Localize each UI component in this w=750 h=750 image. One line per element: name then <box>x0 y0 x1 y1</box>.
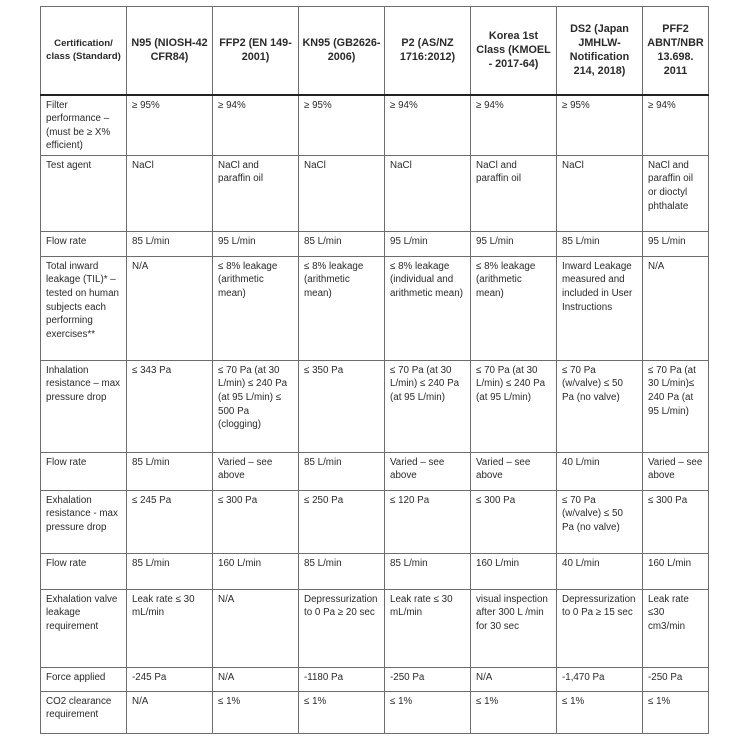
table-cell: N/A <box>127 691 213 733</box>
table-cell: 85 L/min <box>127 452 213 490</box>
table-cell: ≤ 245 Pa <box>127 490 213 553</box>
table-cell: ≤ 8% leakage (arithmetic mean) <box>471 256 557 360</box>
table-row <box>41 691 709 733</box>
header-p2: P2 (AS/NZ 1716:2012) <box>385 7 471 95</box>
table-body <box>41 95 709 734</box>
table-cell: ≤ 120 Pa <box>385 490 471 553</box>
table-cell: ≤ 70 Pa (w/valve) ≤ 50 Pa (no valve) <box>557 360 643 452</box>
table-cell: ≤ 1% <box>643 691 709 733</box>
table-cell: ≥ 94% <box>643 95 709 156</box>
table-cell: NaCl and paraffin oil <box>213 155 299 231</box>
table-cell: ≤ 250 Pa <box>299 490 385 553</box>
table-cell: ≤ 1% <box>299 691 385 733</box>
table-row <box>41 231 709 256</box>
table-cell: 160 L/min <box>213 553 299 589</box>
table-cell: ≤ 70 Pa (at 30 L/min) ≤ 240 Pa (at 95 L/min) <box>385 360 471 452</box>
table-cell: N/A <box>213 589 299 667</box>
table-cell: Varied – see above <box>213 452 299 490</box>
table-cell: ≤ 300 Pa <box>643 490 709 553</box>
table-cell: ≥ 94% <box>213 95 299 156</box>
table-cell: ≤ 70 Pa (at 30 L/min) ≤ 240 Pa (at 95 L/min) <box>471 360 557 452</box>
table-row <box>41 360 709 452</box>
table-row <box>41 95 709 156</box>
table-row <box>41 553 709 589</box>
table-cell: -1,470 Pa <box>557 667 643 691</box>
table-cell: -250 Pa <box>643 667 709 691</box>
table-cell: ≥ 94% <box>385 95 471 156</box>
table-cell: N/A <box>127 256 213 360</box>
row-label: CO2 clearance requirement <box>41 691 127 733</box>
table-cell: NaCl <box>385 155 471 231</box>
table-cell: -250 Pa <box>385 667 471 691</box>
table-cell: ≥ 95% <box>127 95 213 156</box>
table-cell: Varied – see above <box>643 452 709 490</box>
table-cell: ≤ 1% <box>213 691 299 733</box>
table-header-row <box>41 7 709 95</box>
table-cell: 95 L/min <box>643 231 709 256</box>
header-n95: N95 (NIOSH-42 CFR84) <box>127 7 213 95</box>
table-cell: ≥ 94% <box>471 95 557 156</box>
table-cell: Leak rate ≤ 30 mL/min <box>385 589 471 667</box>
respirator-standards-table <box>40 6 709 734</box>
table-cell: ≤ 350 Pa <box>299 360 385 452</box>
row-label: Total inward leakage (TIL)* – tested on human subjects each performing exercises** <box>41 256 127 360</box>
row-label: Flow rate <box>41 452 127 490</box>
table-cell: 85 L/min <box>299 452 385 490</box>
table-cell: Depressurization to 0 Pa ≥ 20 sec <box>299 589 385 667</box>
table-cell: NaCl <box>127 155 213 231</box>
table-cell: -245 Pa <box>127 667 213 691</box>
table-cell: Depressurization to 0 Pa ≥ 15 sec <box>557 589 643 667</box>
row-label: Force applied <box>41 667 127 691</box>
table-cell: Inward Leakage measured and included in User Instructions <box>557 256 643 360</box>
table-cell: 40 L/min <box>557 553 643 589</box>
table-cell: 95 L/min <box>471 231 557 256</box>
table-cell: NaCl and paraffin oil or dioctyl phthalate <box>643 155 709 231</box>
row-label: Inhalation resistance – max pressure drop <box>41 360 127 452</box>
table-cell: Varied – see above <box>471 452 557 490</box>
table-cell: ≤ 300 Pa <box>471 490 557 553</box>
table-cell: ≤ 343 Pa <box>127 360 213 452</box>
table-row <box>41 589 709 667</box>
table-cell: N/A <box>213 667 299 691</box>
table-cell: ≤ 1% <box>471 691 557 733</box>
header-certification-class: Certification/ class (Standard) <box>41 7 127 95</box>
table-cell: visual inspection after 300 L /min for 30 sec <box>471 589 557 667</box>
header-pff2: PFF2 ABNT/NBR 13.698. 2011 <box>643 7 709 95</box>
table-cell: 85 L/min <box>299 553 385 589</box>
table-cell: 160 L/min <box>643 553 709 589</box>
table-cell: Leak rate ≤30 cm3/min <box>643 589 709 667</box>
table-cell: 85 L/min <box>557 231 643 256</box>
table-cell: NaCl and paraffin oil <box>471 155 557 231</box>
header-ffp2: FFP2 (EN 149-2001) <box>213 7 299 95</box>
row-label: Exhalation resistance - max pressure drop <box>41 490 127 553</box>
table-cell: 40 L/min <box>557 452 643 490</box>
table-cell: 85 L/min <box>299 231 385 256</box>
table-cell: ≤ 8% leakage (arithmetic mean) <box>213 256 299 360</box>
header-kn95: KN95 (GB2626-2006) <box>299 7 385 95</box>
table-row <box>41 256 709 360</box>
table-cell: ≤ 1% <box>385 691 471 733</box>
table-cell: NaCl <box>557 155 643 231</box>
header-korea-1st-class: Korea 1st Class (KMOEL - 2017-64) <box>471 7 557 95</box>
table-cell: 85 L/min <box>385 553 471 589</box>
table-cell: ≤ 8% leakage (arithmetic mean) <box>299 256 385 360</box>
table-cell: 85 L/min <box>127 553 213 589</box>
table-cell: ≤ 70 Pa (at 30 L/min) ≤ 240 Pa (at 95 L/min) ≤ 500 Pa (clogging) <box>213 360 299 452</box>
table-cell: Leak rate ≤ 30 mL/min <box>127 589 213 667</box>
table-cell: ≤ 300 Pa <box>213 490 299 553</box>
table-cell: ≤ 70 Pa (w/valve) ≤ 50 Pa (no valve) <box>557 490 643 553</box>
table-cell: -1180 Pa <box>299 667 385 691</box>
table-row <box>41 155 709 231</box>
table-cell: 95 L/min <box>213 231 299 256</box>
table-cell: ≤ 70 Pa (at 30 L/min)≤ 240 Pa (at 95 L/min) <box>643 360 709 452</box>
table-cell: 85 L/min <box>127 231 213 256</box>
row-label: Exhalation valve leakage requirement <box>41 589 127 667</box>
table-cell: ≥ 95% <box>299 95 385 156</box>
table-cell: N/A <box>471 667 557 691</box>
table-row <box>41 667 709 691</box>
table-cell: 95 L/min <box>385 231 471 256</box>
header-ds2: DS2 (Japan JMHLW-Notification 214, 2018) <box>557 7 643 95</box>
table-cell: NaCl <box>299 155 385 231</box>
row-label: Flow rate <box>41 553 127 589</box>
table-row <box>41 490 709 553</box>
table-cell: ≤ 8% leakage (individual and arithmetic mean) <box>385 256 471 360</box>
table-cell: ≥ 95% <box>557 95 643 156</box>
table-cell: N/A <box>643 256 709 360</box>
row-label: Flow rate <box>41 231 127 256</box>
table-row <box>41 452 709 490</box>
row-label: Test agent <box>41 155 127 231</box>
row-label: Filter performance – (must be ≥ X% efficient) <box>41 95 127 156</box>
table-cell: Varied – see above <box>385 452 471 490</box>
table-cell: 160 L/min <box>471 553 557 589</box>
comparison-table-container <box>40 6 708 734</box>
table-cell: ≤ 1% <box>557 691 643 733</box>
